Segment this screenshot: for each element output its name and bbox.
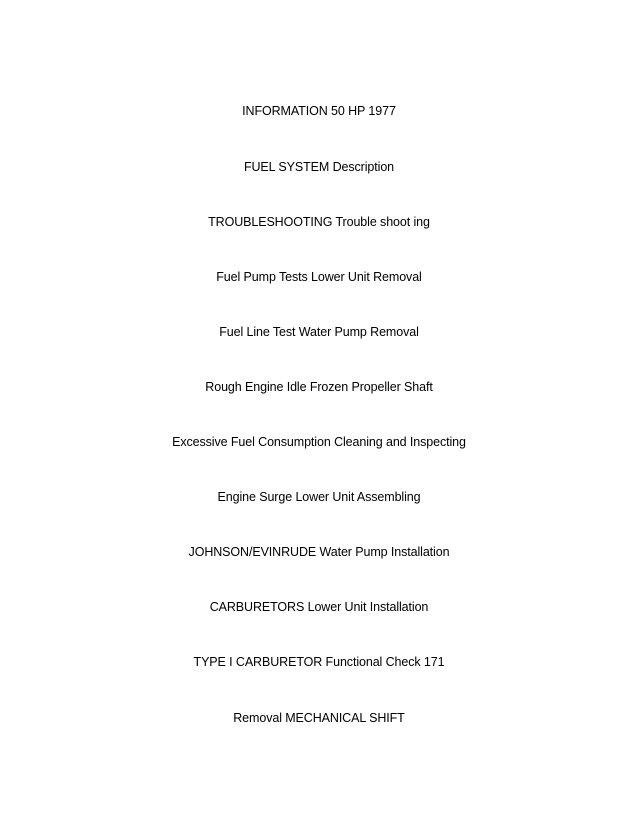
text-line: Excessive Fuel Consumption Cleaning and Inspecting xyxy=(172,435,466,449)
text-line: INFORMATION 50 HP 1977 xyxy=(242,104,396,118)
text-line: TYPE I CARBURETOR Functional Check 171 xyxy=(193,655,445,669)
text-line: Fuel Line Test Water Pump Removal xyxy=(219,325,419,339)
text-line: Removal MECHANICAL SHIFT xyxy=(233,711,405,725)
text-line: Engine Surge Lower Unit Assembling xyxy=(217,490,421,504)
text-line: Fuel Pump Tests Lower Unit Removal xyxy=(216,270,422,284)
text-line: JOHNSON/EVINRUDE Water Pump Installation xyxy=(188,545,450,559)
text-line: FUEL SYSTEM Description xyxy=(243,160,395,174)
text-line: Rough Engine Idle Frozen Propeller Shaft xyxy=(205,380,433,394)
text-line: TROUBLESHOOTING Trouble shoot ing xyxy=(208,215,430,229)
text-line: CARBURETORS Lower Unit Installation xyxy=(209,600,429,614)
